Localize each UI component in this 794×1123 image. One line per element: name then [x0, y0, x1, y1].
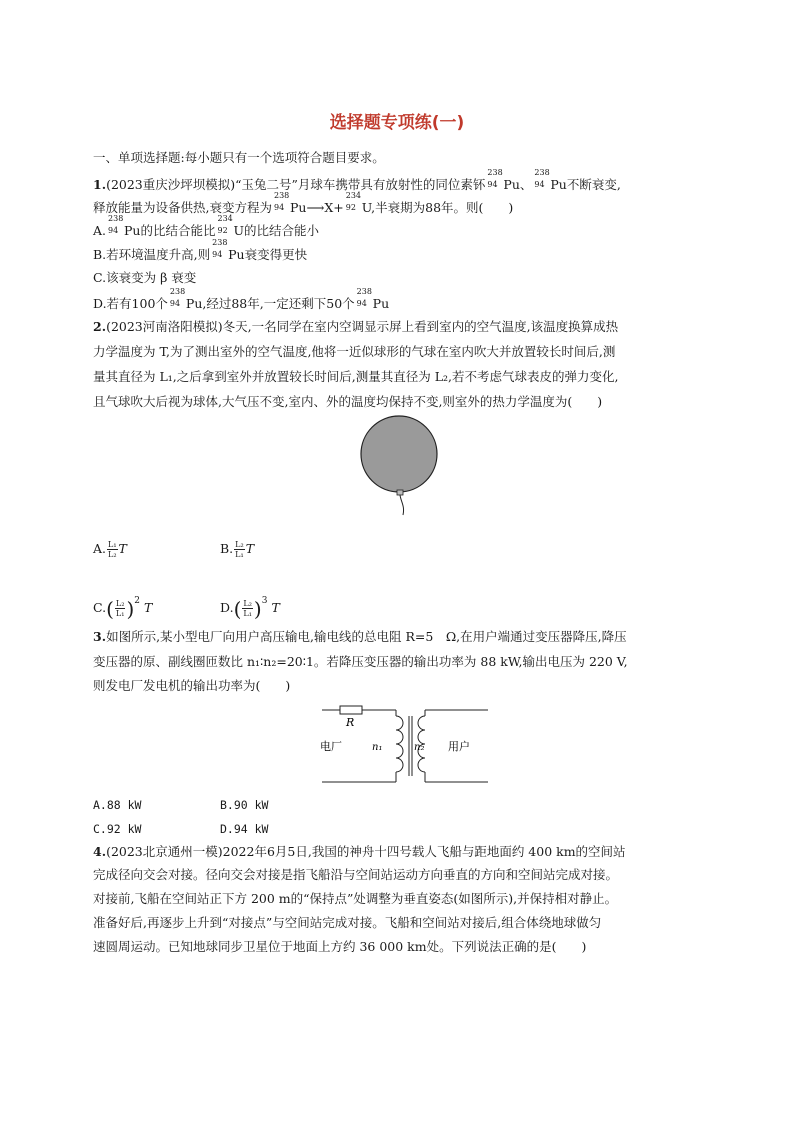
q1-nuclide-pu-b: 238 94: [534, 168, 550, 189]
q1-nuclide-pu-e: 238 94: [212, 238, 228, 259]
q2-number: 2.: [93, 319, 107, 334]
q2-option-b: [220, 540, 254, 559]
q1-opt-d-text: D.若有100个: [93, 296, 168, 311]
balloon-string: [400, 495, 404, 515]
q4-text-1: (2023北京通州一模)2022年6月5日,我国的神舟十四号载人飞船与距地面约 400 km的空间站: [106, 844, 626, 859]
q1-text-e: U,半衰期为88年。则( ): [361, 200, 514, 215]
q1-nuclide-pu-f: 238 94: [169, 287, 186, 308]
q2-opt-d-label: D.: [220, 600, 234, 615]
q2-opt-b-T: T: [245, 541, 255, 556]
q1-option-d: [93, 287, 390, 313]
q1-option-a: [93, 214, 320, 240]
q1-nuclide-pu-a: 238 94: [487, 168, 503, 189]
q3-option-a: A.88 kW: [93, 798, 142, 812]
resistor-icon: [340, 706, 362, 714]
page-title: 选择题专项练(一): [329, 113, 465, 133]
q1-opt-a-end: U的比结合能小: [233, 223, 320, 238]
q1-opt-a-label: A.: [93, 223, 107, 238]
q2-opt-a-T: T: [118, 541, 127, 556]
q2-opt-b-label: B.: [220, 541, 234, 556]
q2-opt-c-T: T: [143, 600, 153, 615]
power-plant-label: 电厂: [320, 740, 342, 753]
q2-line3: 量其直径为 L₁,之后拿到室外并放置较长时间后,测量其直径为 L₂,若不考虑气球表皮的弹力变化,: [93, 369, 619, 384]
primary-coil-icon: [396, 716, 403, 772]
q2-opt-a-label: A.: [93, 541, 107, 556]
q2-opt-d-T: T: [271, 600, 280, 615]
q1-nuclide-u-b: 234 92: [217, 214, 233, 235]
q3-line1: [93, 628, 627, 646]
q4-number: 4.: [93, 844, 107, 859]
q4-line4: 准备好后,再逐步上升到“对接点”与空间站完成对接。飞船和空间站对接后,组合体绕地球做匀: [93, 915, 602, 930]
q2-line1: [93, 318, 618, 336]
q2-opt-c-fraction: $\frac{\text{L₂}}{\text{L₁}}$: [115, 599, 125, 618]
q2-line4: 且气球吹大后视为球体,大气压不变,室内、外的温度均保持不变,则室外的热力学温度为( ): [93, 394, 603, 409]
q1-text-c: Pu不断衰变,: [550, 177, 621, 192]
q1-nuclide-pu-g: 238 94: [356, 287, 372, 308]
q2-option-c: C.( $\frac{\text{L₂}}{\text{L₁}}$ )$^2$ T: [93, 596, 153, 621]
n2-label: n₂: [414, 742, 425, 753]
q2-option-d: D.( $\frac{\text{L₂}}{\text{L₁}}$ )$^3$ T: [220, 596, 280, 621]
q1-opt-d-mid: Pu,经过88年,一定还剩下50个: [185, 296, 355, 311]
q1-text-a: (2023重庆沙坪坝模拟)“玉兔二号”月球车携带具有放射性的同位素钚: [106, 177, 486, 192]
balloon-icon: [361, 416, 437, 492]
q2-opt-c-exponent: 2: [134, 596, 140, 606]
q1-nuclide-pu-c: 238 94: [273, 191, 290, 212]
q3-option-b: B.90 kW: [220, 798, 269, 812]
q1-text-d: 释放能量为设备供热,衰变方程为: [93, 200, 272, 215]
q1-nuclide-u-a: 234 92: [345, 191, 362, 212]
q4-line2: 完成径向交会对接。径向交会对接是指飞船沿与空间站运动方向垂直的方向和空间站完成对接。: [93, 867, 619, 882]
q1-number: 1.: [93, 177, 107, 192]
q2-option-a: [93, 540, 127, 559]
q3-line3: 则发电厂发电机的输出功率为( ): [93, 678, 291, 693]
q1-opt-d-end: Pu: [372, 296, 390, 311]
q4-line3: 对接前,飞船在空间站正下方 200 m的“保持点”处调整为垂直姿态(如图所示),并保持相对静止。: [93, 891, 618, 906]
balloon-figure: [355, 414, 445, 520]
q2-opt-a-fraction: $\frac{\text{L₁}}{\text{L₂}}$: [108, 540, 117, 559]
q3-number: 3.: [93, 629, 107, 644]
q2-text-1: (2023河南洛阳模拟)冬天,一名同学在室内空调显示屏上看到室内的空气温度,该温度换算成热: [106, 319, 619, 334]
q1-option-b: [93, 238, 308, 264]
q3-option-d: D.94 kW: [220, 822, 269, 836]
q4-line5: 速圆周运动。已知地球同步卫星位于地面上方约 36 000 km处。下列说法正确的是( ): [93, 939, 587, 954]
q3-text-1: 如图所示,某小型电厂向用户高压输电,输电线的总电阻 R=5 Ω,在用户端通过变压器降压,降压: [106, 629, 627, 644]
q1-option-c: C.该衰变为 β 衰变: [93, 270, 197, 285]
q4-line1: [93, 843, 626, 861]
q1-opt-a-text: Pu的比结合能比: [124, 223, 216, 238]
q1-nuclide-pu-d: 238 94: [108, 214, 124, 235]
q1-line2: [93, 191, 514, 217]
q1-opt-b-text: B.若环境温度升高,则: [93, 247, 211, 262]
q1-text-b: Pu、: [503, 177, 533, 192]
q1-decay-eq: Pu⟶X+: [289, 200, 344, 215]
section-heading: 一、单项选择题:每小题只有一个选项符合题目要求。: [93, 150, 385, 165]
q2-opt-d-fraction: $\frac{\text{L₂}}{\text{L₁}}$: [243, 599, 252, 618]
user-label: 用户: [448, 740, 470, 753]
balloon-knot: [397, 490, 403, 495]
n1-label: n₁: [372, 742, 383, 753]
resistor-label: R: [346, 716, 355, 729]
q3-option-c: C.92 kW: [93, 822, 142, 836]
transformer-circuit-figure: [318, 700, 493, 792]
q2-line2: 力学温度为 T,为了测出室外的空气温度,他将一近似球形的气球在室内吹大并放置较长时间后,测: [93, 344, 616, 359]
q2-opt-d-exponent: 3: [261, 596, 268, 606]
q3-line2: 变压器的原、副线圈匝数比 n₁∶n₂=20∶1。若降压变压器的输出功率为 88 kW,输出电压为 220 V,: [93, 654, 628, 669]
q2-opt-b-fraction: $\frac{\text{L₂}}{\text{L₁}}$: [235, 540, 244, 559]
q1-opt-b-end: Pu衰变得更快: [228, 247, 308, 262]
q2-opt-c-label: C.: [93, 600, 107, 615]
